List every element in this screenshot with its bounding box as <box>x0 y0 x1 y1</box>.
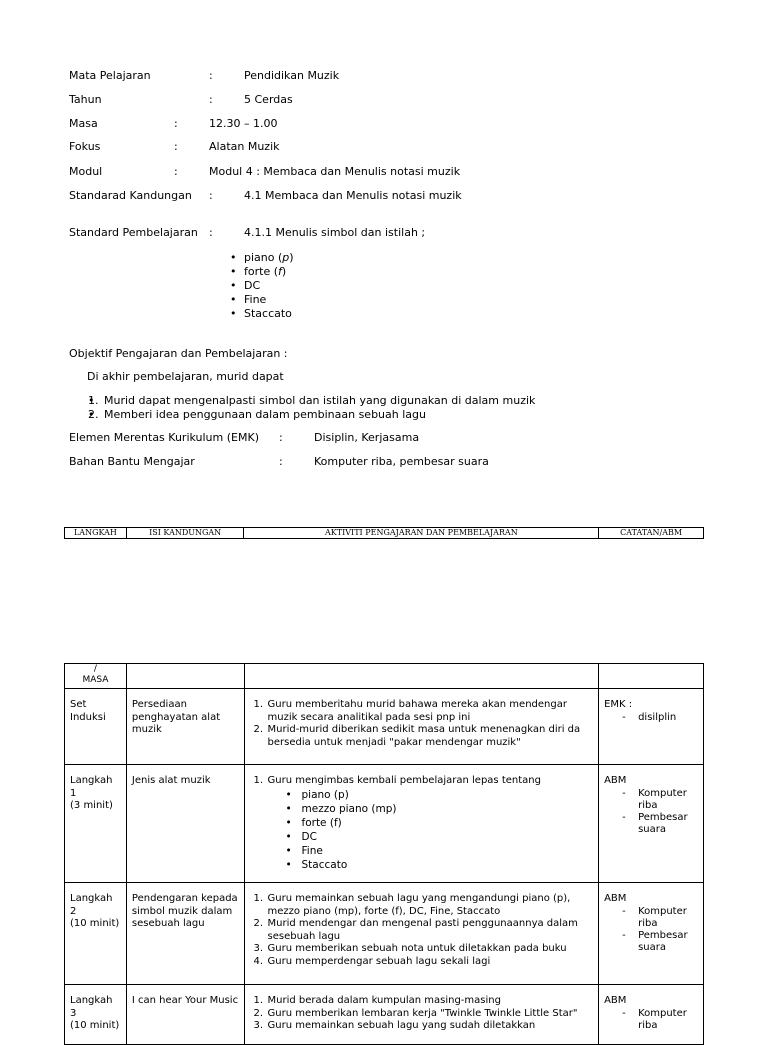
table-row <box>65 689 704 765</box>
objektif-intro: Di akhir pembelajaran, murid dapat <box>87 370 284 383</box>
objektif-heading: Objektif Pengajaran dan Pembelajaran : <box>69 347 288 360</box>
field-sep: : <box>279 431 283 444</box>
list-item: 1. Guru mengimbas kembali pembelajaran lepas tentang <box>253 775 541 786</box>
langkah-cell: Langkah 3 (10 minit) <box>65 985 127 1045</box>
aktiviti-cell <box>244 689 599 765</box>
masa-header-cell: / MASA <box>65 664 127 689</box>
list-item: • forte (f) <box>230 265 294 279</box>
list-item: • piano (p) <box>286 788 594 802</box>
field-sep: : <box>174 117 178 130</box>
lesson-table-header <box>64 527 704 539</box>
list-item: - disilplin <box>622 712 698 724</box>
list-item: 2. Murid-murid diberikan sedikit masa untuk menenagkan diri da bersedia untuk menjadi "pakar mendengar muzik" <box>253 724 581 748</box>
column-header-langkah: LANGKAH <box>65 528 127 539</box>
catatan-cell: EMK : - disilplin <box>599 689 704 765</box>
field-sep: : <box>209 69 213 82</box>
field-sep: : <box>279 455 283 468</box>
list-item: - Pembesar suara <box>622 930 698 954</box>
field-sep: : <box>209 226 213 239</box>
list-item: • Staccato <box>230 307 294 321</box>
field-label-modul: Modul <box>69 165 103 178</box>
list-item: • DC <box>230 279 294 293</box>
list-item: - Komputer riba <box>622 1008 698 1032</box>
list-item: - Pembesar suara <box>622 812 698 836</box>
field-label-masa: Masa <box>69 117 98 130</box>
field-value-standard-kandungan: 4.1 Membaca dan Menulis notasi muzik <box>244 189 462 202</box>
field-sep: : <box>174 165 178 178</box>
list-item: • Fine <box>230 293 294 307</box>
list-item: • 1. Murid dapat mengenalpasti simbol dan istilah yang digunakan di dalam muzik <box>88 395 535 409</box>
lesson-table <box>64 663 704 1045</box>
field-sep: : <box>174 140 178 153</box>
field-sep: : <box>209 93 213 106</box>
field-value-tahun: 5 Cerdas <box>244 93 293 106</box>
table-row <box>65 664 704 689</box>
table-cell <box>244 664 599 689</box>
table-cell <box>126 664 244 689</box>
symbol-list <box>230 251 294 321</box>
aktiviti-cell <box>244 883 599 985</box>
table-row <box>65 883 704 985</box>
list-item: • forte (f) <box>286 816 594 830</box>
bbm-value: Komputer riba, pembesar suara <box>314 455 489 468</box>
list-item: 3. Guru memberikan sebuah nota untuk diletakkan pada buku <box>253 943 567 954</box>
bbm-label: Bahan Bantu Mengajar <box>69 455 195 468</box>
field-label-standard-pembelajaran: Standard Pembelajaran <box>69 226 198 239</box>
aktiviti-cell <box>244 985 599 1045</box>
langkah-cell: Langkah 1 (3 minit) <box>65 765 127 883</box>
isi-cell: I can hear Your Music <box>126 985 244 1045</box>
emk-value: Disiplin, Kerjasama <box>314 431 420 444</box>
column-header-aktiviti: AKTIVITI PENGAJARAN DAN PEMBELAJARAN <box>244 528 599 539</box>
list-item: 2. Guru memberikan lembaran kerja "Twinkle Twinkle Little Star" <box>253 1007 578 1019</box>
list-item: • mezzo piano (mp) <box>286 802 594 816</box>
list-item: 2. Murid mendengar dan mengenal pasti penggunaannya dalam sesebuah lagu <box>253 918 578 942</box>
aktiviti-cell <box>244 765 599 883</box>
list-item: - Komputer riba <box>622 788 698 812</box>
list-item: • DC <box>286 830 594 844</box>
isi-cell: Persediaan penghayatan alat muzik <box>126 689 244 765</box>
field-label-tahun: Tahun <box>69 93 102 106</box>
table-row <box>65 985 704 1045</box>
list-item: 3. Guru memainkan sebuah lagu yang sudah diletakkan <box>253 1020 536 1031</box>
field-label-mata-pelajaran: Mata Pelajaran <box>69 69 151 82</box>
field-value-fokus: Alatan Muzik <box>209 140 280 153</box>
list-item: 1. Guru memberitahu murid bahawa mereka akan mendengar muzik secara analitikal pada sesi pnp ini <box>253 699 567 723</box>
field-label-standard-kandungan: Standarad Kandungan <box>69 189 192 202</box>
catatan-cell: ABM - Komputer riba - Pembesar suara <box>599 765 704 883</box>
list-item: • Staccato <box>286 858 594 872</box>
table-row <box>65 765 704 883</box>
catatan-cell: ABM - Komputer riba - Pembesar suara <box>599 883 704 985</box>
list-item: • Fine <box>286 844 594 858</box>
list-item: - Komputer riba <box>622 906 698 930</box>
list-item: • piano (p) <box>230 251 294 265</box>
langkah-cell: Langkah 2 (10 minit) <box>65 883 127 985</box>
list-item: 1. Murid berada dalam kumpulan masing-masing <box>253 995 501 1006</box>
emk-label: Elemen Merentas Kurikulum (EMK) <box>69 431 259 444</box>
column-header-isi: ISI KANDUNGAN <box>126 528 244 539</box>
field-label-fokus: Fokus <box>69 140 101 153</box>
field-value-mata-pelajaran: Pendidikan Muzik <box>244 69 340 82</box>
field-value-standard-pembelajaran: 4.1.1 Menulis simbol dan istilah ; <box>244 226 426 239</box>
list-item: 4. Guru memperdengar sebuah lagu sekali lagi <box>253 955 491 967</box>
isi-cell: Pendengaran kepada simbol muzik dalam sesebuah lagu <box>126 883 244 985</box>
objektif-list <box>88 395 535 423</box>
field-value-masa: 12.30 – 1.00 <box>209 117 278 130</box>
list-item: • 2. Memberi idea penggunaan dalam pembinaan sebuah lagu <box>88 409 535 423</box>
catatan-cell: ABM - Komputer riba <box>599 985 704 1045</box>
column-header-catatan: CATATAN/ABM <box>599 528 704 539</box>
langkah-cell: Set Induksi <box>65 689 127 765</box>
field-sep: : <box>209 189 213 202</box>
isi-cell: Jenis alat muzik <box>126 765 244 883</box>
field-value-modul: Modul 4 : Membaca dan Menulis notasi muzik <box>209 165 461 178</box>
list-item: 1. Guru memainkan sebuah lagu yang mengandungi piano (p), mezzo piano (mp), forte (f), DC, Fine, Staccato <box>253 893 571 917</box>
table-cell <box>599 664 704 689</box>
